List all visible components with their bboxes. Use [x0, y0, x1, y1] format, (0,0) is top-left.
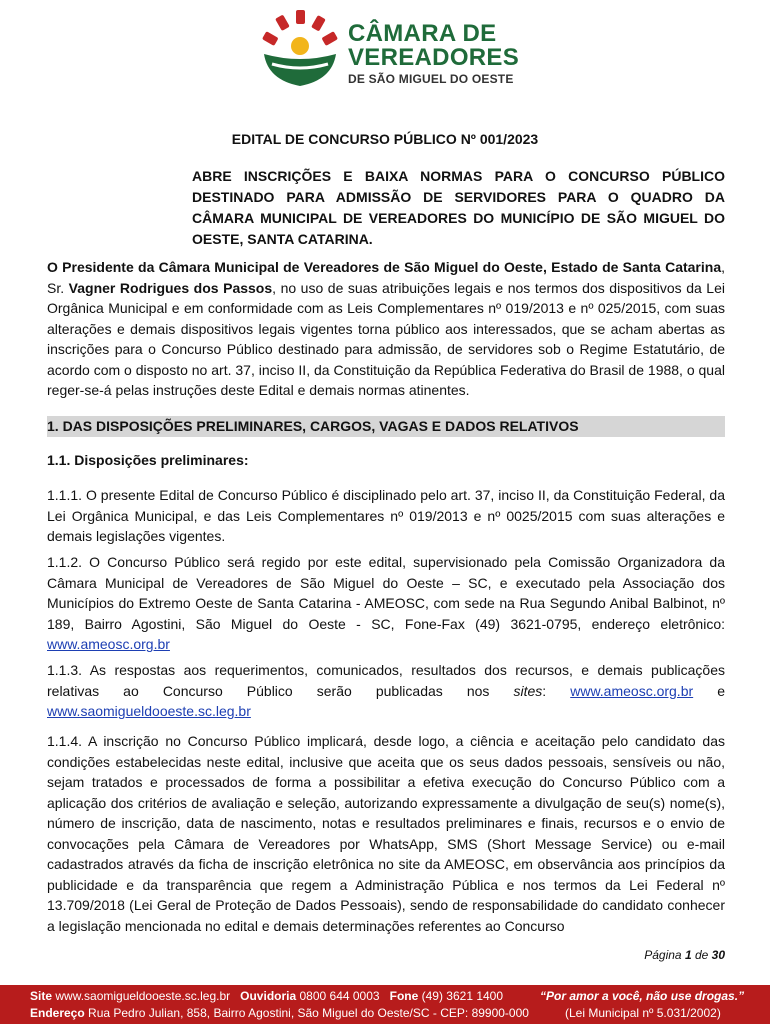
footer-bar — [0, 985, 770, 1024]
camara-logo — [258, 8, 558, 90]
page-current: 1 — [684, 948, 692, 962]
intro-sr: , Sr. — [47, 259, 725, 296]
p113-text: 1.1.3. As respostas aos requerimentos, comunicados, resultados dos recursos, e demais publicações relativas ao Concurso Público serão publicadas nos — [47, 662, 725, 699]
footer-ouvidoria: 0800 644 0003 — [299, 989, 380, 1003]
footer-line-2 — [30, 1006, 529, 1020]
page-sep: de — [691, 948, 712, 962]
footer-ouvidoria-label: Ouvidoria — [240, 989, 297, 1003]
page-total: 30 — [711, 948, 725, 962]
intro-paragraph — [47, 257, 725, 401]
footer-endereco: Rua Pedro Julian, 858, Bairro Agostini, São Miguel do Oeste/SC - CEP: 89900-000 — [88, 1006, 529, 1020]
p113-sites: sites — [513, 682, 543, 699]
intro-rest: , no uso de suas atribuições legais e nos termos dos dispositivos da Lei Orgânica Municipal e em conformidade com as Leis Complementares nº 019/2013 e nº 025/2015, com suas alterações e demais dispositivos legais vigentes torna público aos interessados, que se acham abertas as inscrições para o Concurso Público destinado para admissão, de servidores sob o Regime Estatutário, de acordo com o disposto no art. 37, inciso II, da Constituição da República Federativa do Brasil de 1988, o qual reger-se-á pelas instruções deste Edital e demais normas atinentes. — [47, 279, 725, 398]
page-number — [560, 948, 725, 962]
footer-site-label: Site — [30, 989, 53, 1003]
edital-summary: ABRE INSCRIÇÕES E BAIXA NORMAS PARA O CONCURSO PÚBLICO DESTINADO PARA ADMISSÃO DE SERVIDORES PARA O QUADRO DA CÂMARA MUNICIPAL DE VEREADORES DO MUNICÍPIO DE SÃO MIGUEL DO OESTE, SANTA CATARINA. — [192, 168, 725, 247]
president-name: Vagner Rodrigues dos Passos — [68, 279, 273, 296]
paragraph-1-1-3 — [47, 660, 725, 722]
document-title: EDITAL DE CONCURSO PÚBLICO Nº 001/2023 — [231, 131, 539, 147]
footer-fone-label: Fone — [389, 989, 419, 1003]
footer-site[interactable]: www.saomigueldooeste.sc.leg.br — [55, 989, 231, 1003]
p112-text: 1.1.2. O Concurso Público será regido por este edital, supervisionado pela Comissão Organizadora da Câmara Municipal de Vereadores de São Miguel do Oeste – SC, e executado pela Associação dos Municípios do Extremo Oeste de Santa Catarina - AMEOSC, com sede na Rua Segundo Anibal Balbinot, nº 189, Bairro Agostini, São Miguel do Oeste - SC, Fone-Fax (49) 3621-0795, endereço eletrônico: — [47, 554, 725, 632]
footer-fone: (49) 3621 1400 — [421, 989, 504, 1003]
paragraph-1-1-4: 1.1.4. A inscrição no Concurso Público implicará, desde logo, a ciência e aceitação pelo candidato das condições estabelecidas neste edital, inclusive que aceita que os seus dados pessoais, sensíveis ou não, sejam tratados e processados de forma a possibilitar a efetiva execução do Concurso Público com a aplicação dos critérios de avaliação e seleção, autorizando expressamente a divulgação de seu(s) nome(s), número de inscrição, data de nascimento, notas e resultados preliminares e finais, recursos e o envio de convocações pela Câmara de Vereadores por WhatsApp, SMS (Short Message Service) ou e-mail cadastrados através da ficha de inscrição eletrônica no site da AMEOSC, em observância aos princípios da publicidade e da transparência que regem a Administração Pública e nos termos da Lei Federal nº 13.709/2018 (Lei Geral de Proteção de Dados Pessoais), sendo de responsabilidade do candidato conhecer a legislação mencionada no edital e demais determinações referentes ao Concurso — [47, 733, 725, 934]
footer-endereco-label: Endereço — [30, 1006, 85, 1020]
subsection-1-1-heading: 1.1. Disposições preliminares: — [47, 452, 249, 468]
footer-line-1 — [30, 989, 503, 1003]
paragraph-1-1-2 — [47, 552, 725, 655]
logo-subtitle: DE SÃO MIGUEL DO OESTE — [348, 72, 514, 86]
page-prefix: Página — [644, 948, 685, 962]
p113-and: e — [693, 682, 725, 699]
camara-site-link[interactable]: www.saomigueldooeste.sc.leg.br — [47, 703, 251, 719]
intro-bold: O Presidente da Câmara Municipal de Vereadores de São Miguel do Oeste, Estado de Santa Catarina — [47, 259, 722, 275]
footer-quote: “Por amor a você, não use drogas.” — [540, 989, 745, 1003]
logo-emblem-icon — [258, 8, 342, 90]
section-1-heading: 1. DAS DISPOSIÇÕES PRELIMINARES, CARGOS, VAGAS E DADOS RELATIVOS — [47, 416, 725, 437]
paragraph-1-1-1: 1.1.1. O presente Edital de Concurso Público é disciplinado pelo art. 37, inciso II, da Constituição Federal, da Lei Orgânica Municipal, e das Leis Complementares nº 019/2013 e nº 0025/2015 com suas alterações e demais legislações vigentes. — [47, 487, 725, 544]
logo-line-2: VEREADORES — [348, 44, 520, 71]
p113-colon: : — [542, 682, 571, 699]
ameosc-link[interactable]: www.ameosc.org.br — [47, 636, 170, 652]
logo-line-1: CÂMARA DE — [348, 20, 497, 47]
footer-lei: (Lei Municipal nº 5.031/2002) — [565, 1006, 721, 1020]
ameosc-link-2[interactable]: www.ameosc.org.br — [570, 682, 694, 699]
